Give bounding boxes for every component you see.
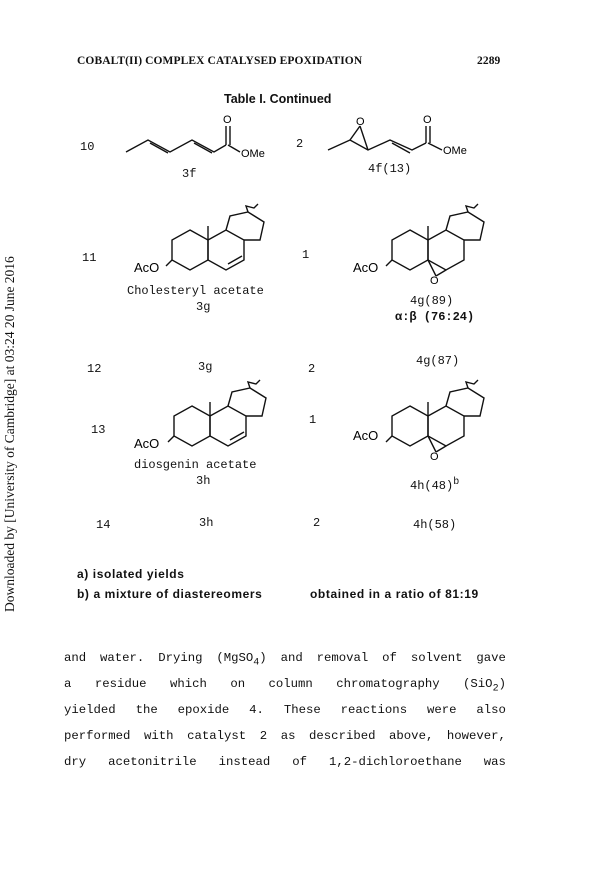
product-yield: 4h(58) xyxy=(413,518,457,532)
substrate-name: diosgenin acetate xyxy=(134,458,257,472)
catalyst-number: 2 xyxy=(308,362,316,376)
aco-label: AcO xyxy=(134,260,160,275)
epoxy-ester-structure xyxy=(324,112,484,167)
footnote-marker: b xyxy=(453,477,460,488)
body-line: performed with catalyst 2 as described above, however, xyxy=(64,729,506,743)
footnote-b-ratio: obtained in a ratio of 81:19 xyxy=(310,587,479,601)
substrate-code: 3f xyxy=(182,167,197,181)
product-yield: 4g(87) xyxy=(416,354,460,368)
catalyst-number: 2 xyxy=(296,137,304,151)
substrate-name: Cholesteryl acetate xyxy=(127,284,264,298)
substrate-code: 3g xyxy=(196,300,211,314)
body-line: yielded the epoxide 4. These reactions were also xyxy=(64,703,506,717)
aco-label: AcO xyxy=(134,436,160,451)
download-note: Downloaded by [University of Cambridge] at 03:24 20 June 2016 xyxy=(2,256,17,612)
diosgenin-acetate-structure xyxy=(132,382,292,462)
body-line: and water. Drying (MgSO$_4$) and removal of solvent gave xyxy=(64,651,506,669)
table-caption: Table I. Continued xyxy=(224,92,332,106)
entry-number: 13 xyxy=(91,423,106,437)
product-yield: 4f(13) xyxy=(368,162,412,176)
catalyst-number: 1 xyxy=(302,248,310,262)
entry-number: 10 xyxy=(80,140,95,154)
entry-number: 12 xyxy=(87,362,102,376)
aco-label: AcO xyxy=(353,260,379,275)
running-title: COBALT(II) COMPLEX CATALYSED EPOXIDATION xyxy=(77,55,363,67)
ome-label: OMe xyxy=(443,145,467,157)
carbonyl-oxygen-label: O xyxy=(223,114,232,126)
substrate-code: 3h xyxy=(199,516,214,530)
aco-label: AcO xyxy=(353,428,379,443)
ome-label: OMe xyxy=(241,148,265,160)
epoxide-oxygen-label: O xyxy=(430,275,439,287)
entry-number: 14 xyxy=(96,518,111,532)
epoxide-oxygen-label: O xyxy=(430,451,439,463)
entry-number: 11 xyxy=(82,251,97,265)
carbonyl-oxygen-label: O xyxy=(423,114,432,126)
footnote-b: b) a mixture of diastereomers xyxy=(77,587,263,601)
body-line: a residue which on column chromatography (SiO$_2$) xyxy=(64,677,506,695)
stereo-ratio: α:β (76:24) xyxy=(395,310,475,324)
page-number: 2289 xyxy=(477,55,501,67)
epoxide-oxygen-label: O xyxy=(356,116,365,128)
substrate-code: 3h xyxy=(196,474,211,488)
body-line: dry acetonitrile instead of 1,2-dichloroethane was xyxy=(64,755,506,769)
substrate-code: 3g xyxy=(198,360,213,374)
catalyst-number: 2 xyxy=(313,516,321,530)
product-yield: $4h(48)^b$ xyxy=(410,477,460,493)
cholesteryl-acetate-structure xyxy=(130,202,290,287)
epoxy-diosgenin-structure xyxy=(350,382,510,472)
epoxy-cholesteryl-structure xyxy=(350,202,510,297)
footnote-a: a) isolated yields xyxy=(77,567,185,581)
catalyst-number: 1 xyxy=(309,413,317,427)
product-yield: 4g(89) xyxy=(410,294,454,308)
ester-diene-structure xyxy=(120,112,265,162)
